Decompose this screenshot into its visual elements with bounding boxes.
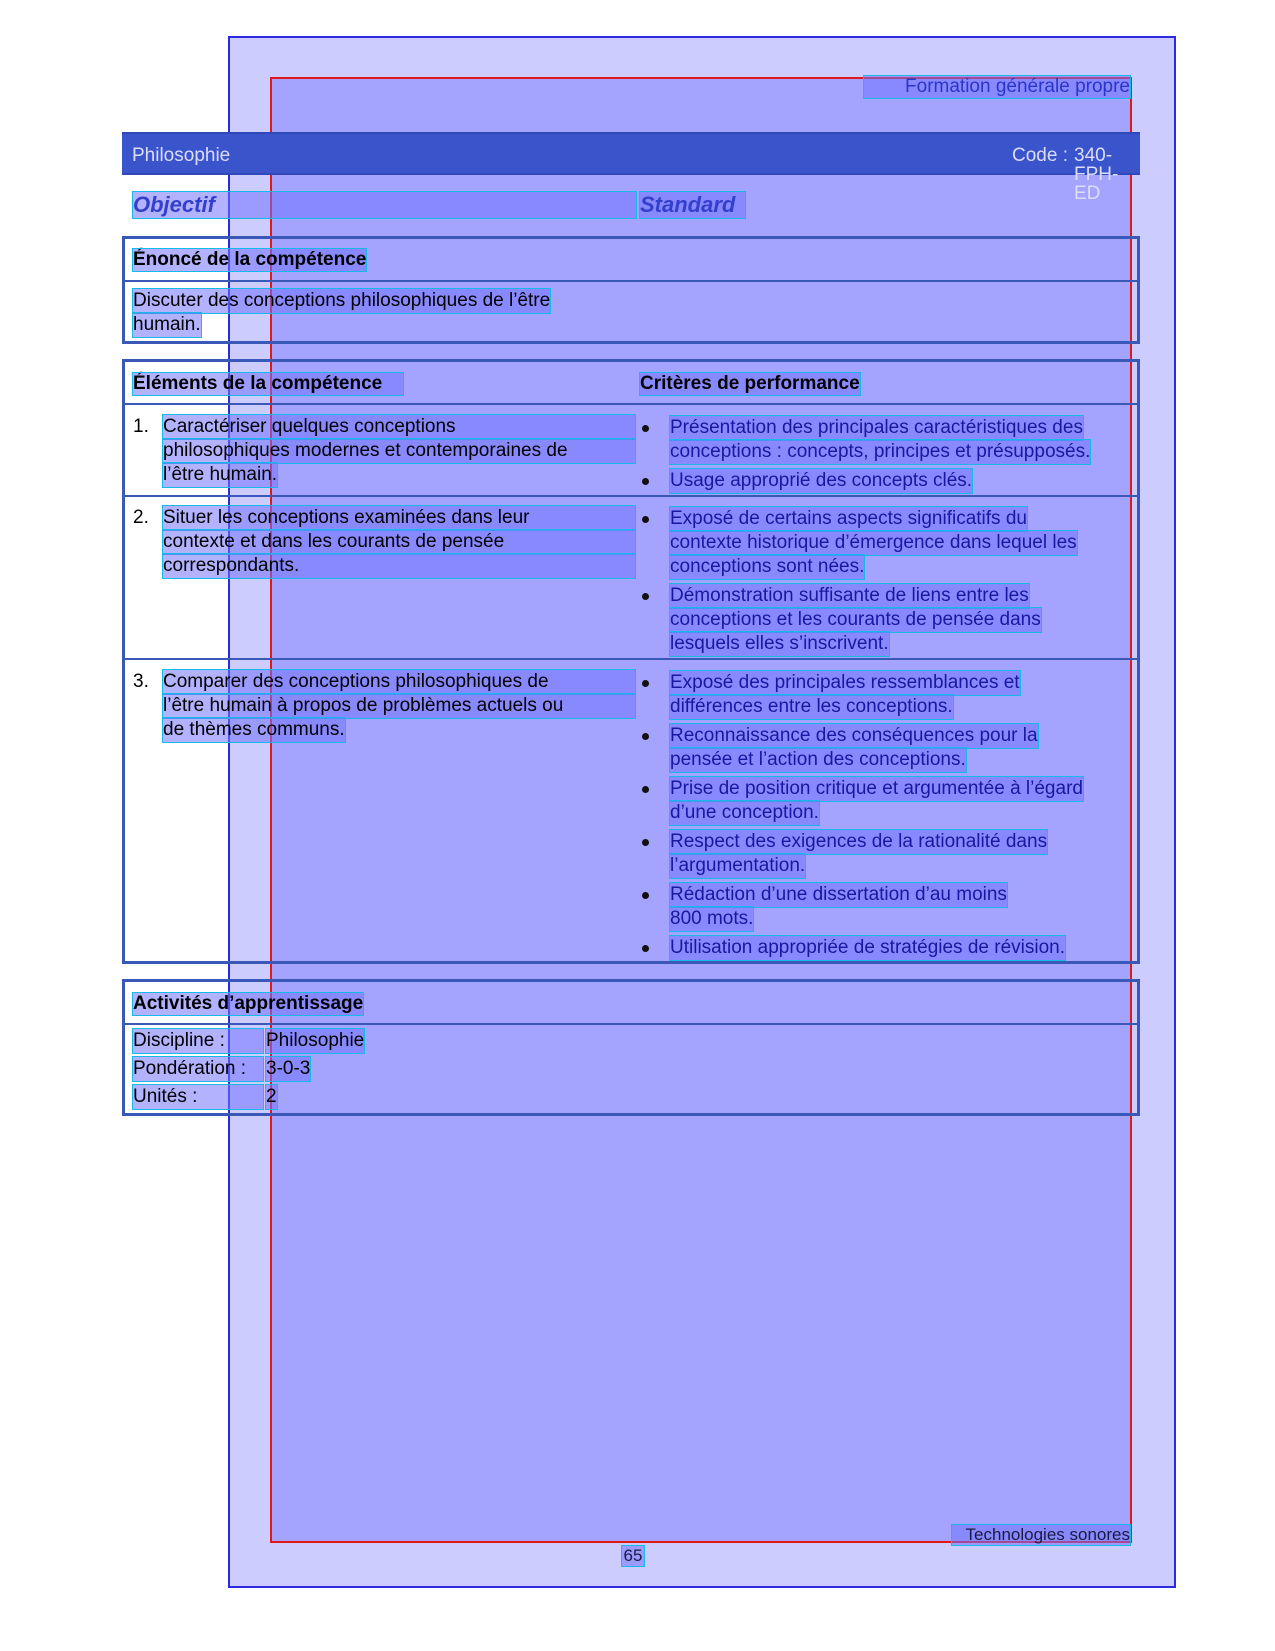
criterion-line: Exposé des principales ressemblances et [670,672,1020,693]
element-line: l’être humain à propos de problèmes actuels ou [163,694,635,718]
element-line: Situer les conceptions examinées dans leur [163,506,635,530]
criterion-line: l’argumentation. [670,855,806,876]
criterion-line: Usage approprié des concepts clés. [670,470,973,491]
bullet-icon [642,425,649,432]
criterion-line: 800 mots. [670,908,754,929]
criterion-line: conceptions sont nées. [670,556,865,577]
section-header: Formation générale propre [864,76,1130,98]
criterion-line: Respect des exigences de la rationalité dans [670,831,1048,852]
criterion-line: Prise de position critique et argumentée à l’égard [670,778,1083,799]
element-line: correspondants. [163,554,635,578]
element-line: Comparer des conceptions philosophiques de [163,670,635,694]
bullet-icon [642,733,649,740]
bullet-icon [642,680,649,687]
discipline-title: Philosophie [132,145,231,166]
standard-label: Standard [640,192,745,218]
element-line: contexte et dans les courants de pensée [163,530,635,554]
criterion-line: Présentation des principales caractéristiques des [670,417,1083,438]
bullet-icon [642,478,649,485]
discipline-band [122,132,1140,204]
criterion-line: Rédaction d’une dissertation d’au moins [670,884,1007,905]
enonce-line-1: Discuter des conceptions philosophiques de l’être [133,290,551,311]
bullet-icon [642,516,649,523]
bullet-icon [642,593,649,600]
enonce-line-2: humain. [133,314,201,335]
criteria-title: Critères de performance [640,373,860,394]
criterion-line: contexte historique d’émergence dans lequel les [670,532,1077,553]
activites-title: Activités d’apprentissage [133,993,364,1014]
objectif-label: Objectif [133,192,636,218]
bullet-icon [642,892,649,899]
element-number: 1. [133,416,149,437]
row-divider-1 [122,495,1140,497]
element-line: Caractériser quelques conceptions [163,415,635,439]
element-line: l’être humain. [163,464,278,485]
bullet-icon [642,786,649,793]
criterion-line: conceptions : concepts, principes et présupposés. [670,441,1091,462]
ponderation-value: 3-0-3 [266,1058,311,1079]
elements-title: Éléments de la compétence [133,373,403,395]
code-label: Code : [1012,145,1068,166]
activites-divider [122,1023,1140,1025]
code-value: 340-FPH-ED [1074,145,1119,204]
discipline-value: Philosophie [266,1030,365,1051]
bullet-icon [642,945,649,952]
criterion-line: pensée et l’action des conceptions. [670,749,966,770]
criterion-line: Reconnaissance des conséquences pour la [670,725,1038,746]
element-number: 2. [133,507,149,528]
enonce-divider [122,280,1140,282]
discipline-label: Discipline : [133,1029,263,1053]
ponderation-label: Pondération : [133,1057,263,1081]
footer-program: Technologies sonores [952,1525,1130,1545]
criterion-line: lesquels elles s’inscrivent. [670,633,889,654]
criterion-line: différences entre les conceptions. [670,696,953,717]
criterion-line: Exposé de certains aspects significatifs du [670,508,1027,529]
elements-header-divider [122,403,1140,405]
bullet-icon [642,839,649,846]
unites-value: 2 [266,1086,277,1107]
criterion-line: d’une conception. [670,802,819,823]
criterion-line: Démonstration suffisante de liens entre les [670,585,1029,606]
enonce-title: Énoncé de la compétence [133,249,367,270]
element-number: 3. [133,671,149,692]
unites-label: Unités : [133,1085,263,1109]
criterion-line: conceptions et les courants de pensée dans [670,609,1041,630]
criterion-line: Utilisation appropriée de stratégies de révision. [670,937,1065,958]
element-line: philosophiques modernes et contemporaines de [163,439,635,463]
page-number: 65 [623,1546,643,1565]
element-line: de thèmes communs. [163,719,345,740]
row-divider-2 [122,658,1140,660]
